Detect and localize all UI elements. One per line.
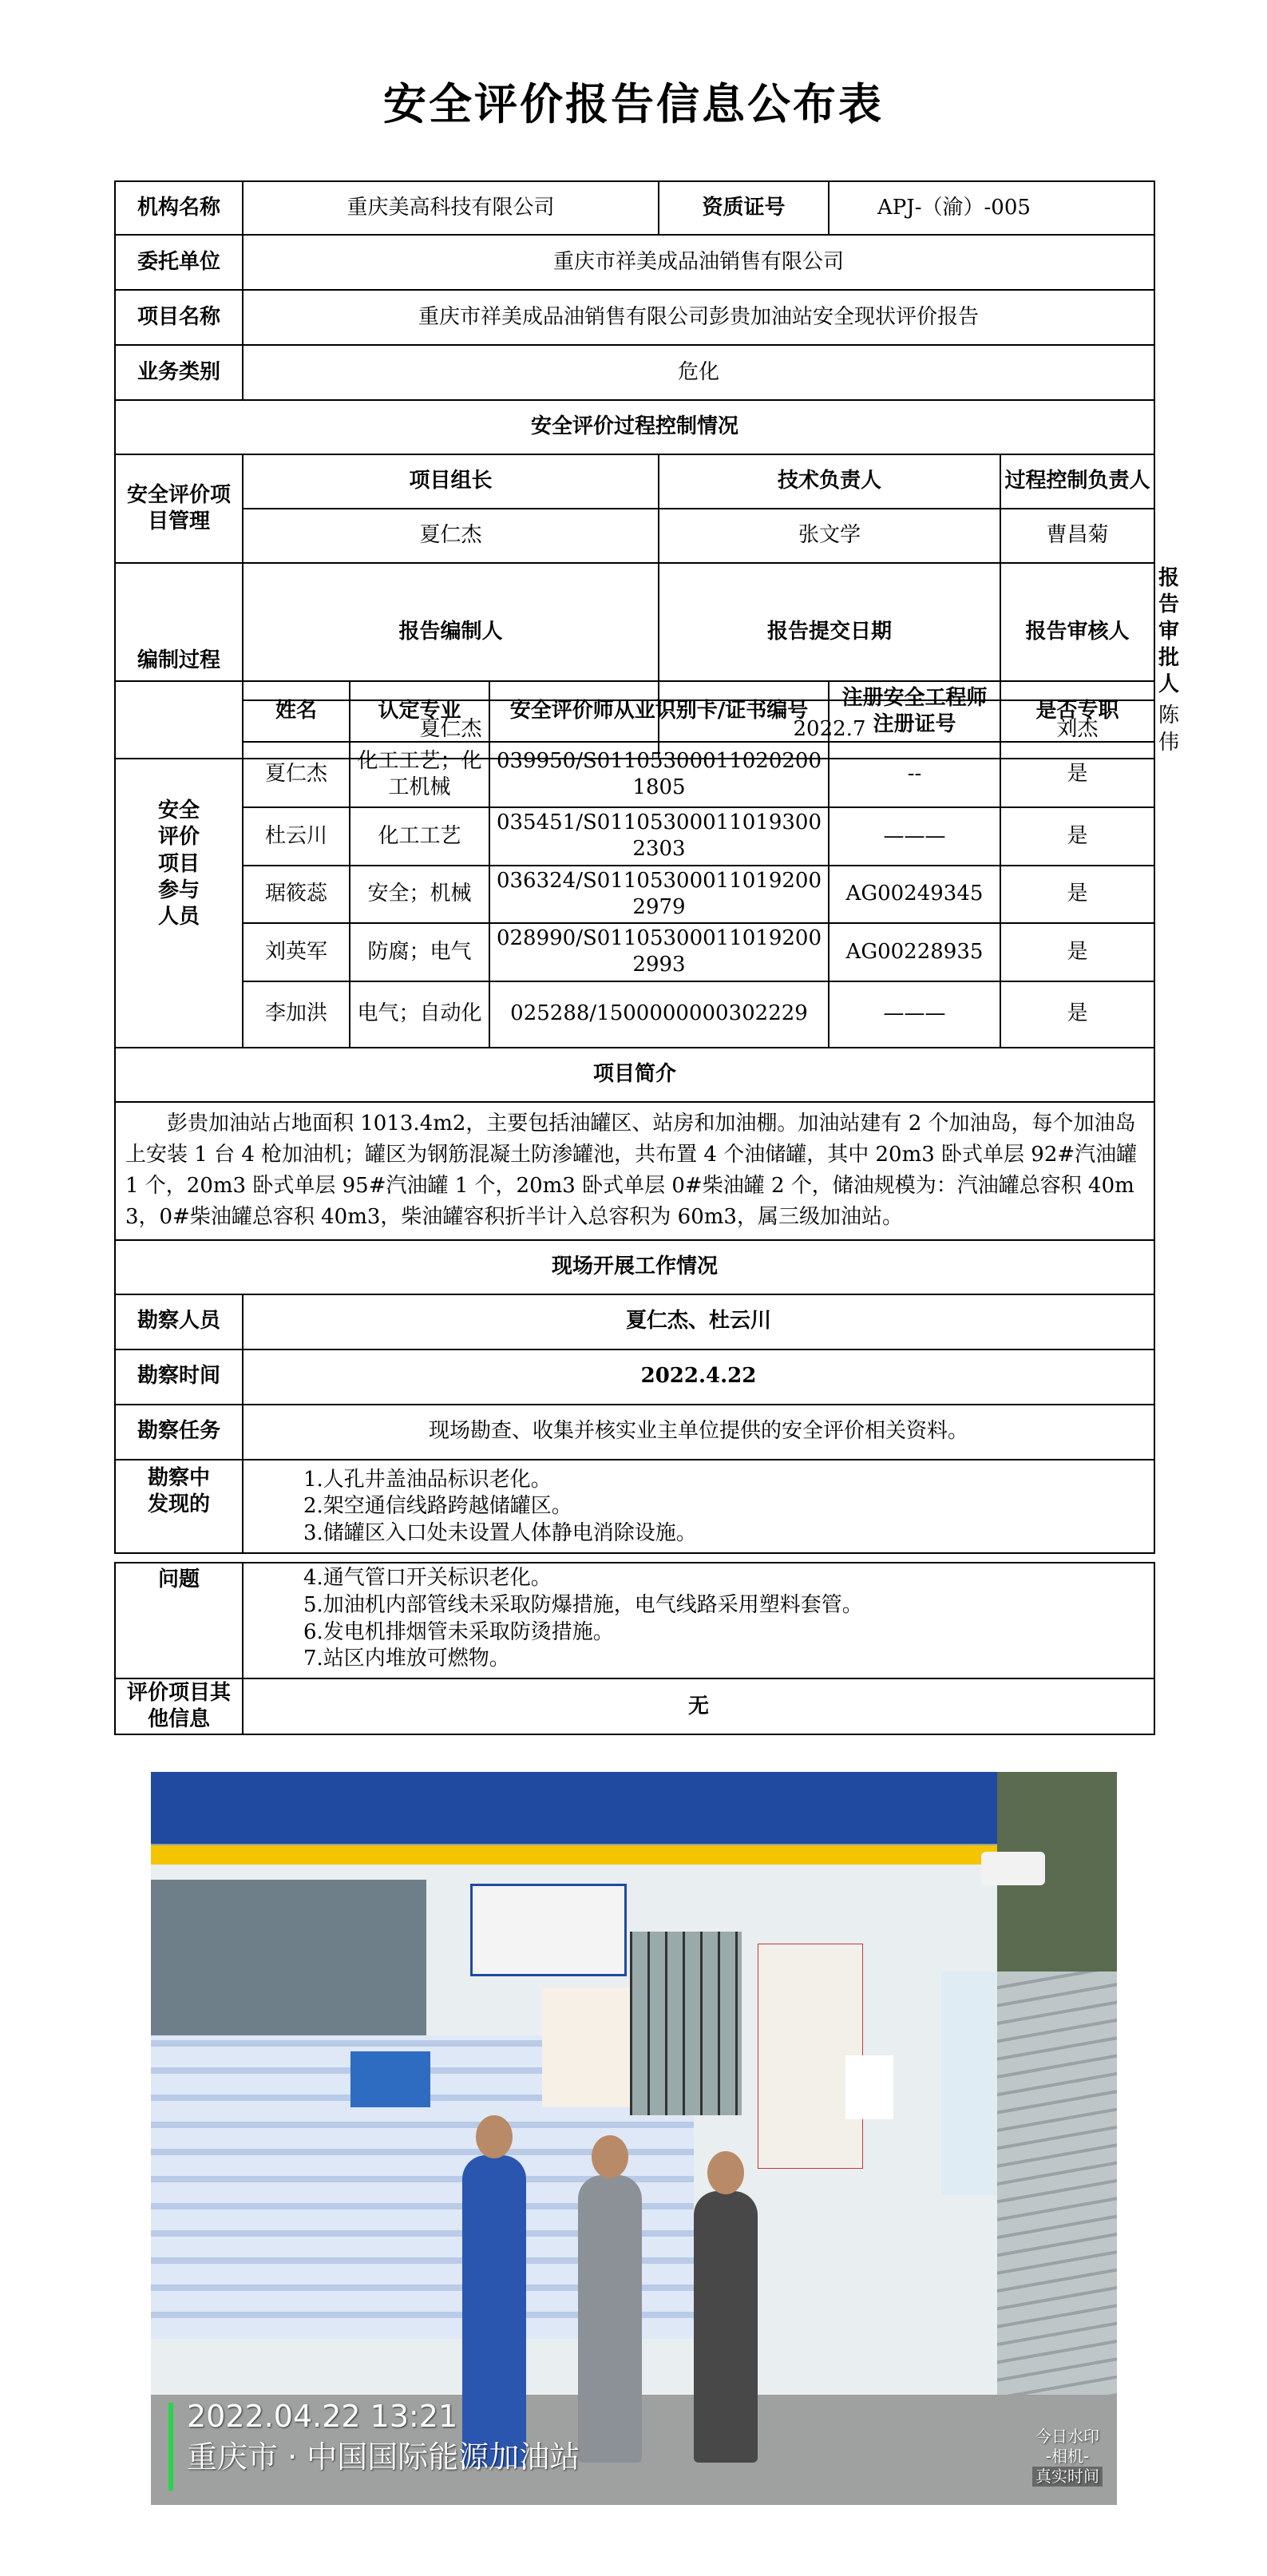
participants-label: 安全评价项目参与人员 [115,681,243,1048]
participant-card: 035451/S011053000110193002303 [489,807,829,866]
project-label: 项目名称 [115,290,243,345]
participants-header: 是否专职 [1000,681,1154,742]
participant-major: 化工工艺 [350,807,489,866]
photo-person-head [592,2135,628,2178]
info-table: 机构名称 重庆美高科技有限公司 资质证号 APJ-（渝）-005 委托单位 重庆市祥美成品油销售有限公司 项目名称 重庆市祥美成品油销售有限公司彭贵加油站安全现状评价报告 业务类别 危化 安全评价过程控制情况 安全评价项目管理 项目组长 技术负责人 过程控制负责人 夏仁杰 张文学 曹昌菊 编制过程 报告编制人 报告提交日期 报告审核人 报告审批人 夏仁杰 2022.7 刘杰 陈伟 [114,180,1155,759]
survey-time: 2022.4.22 [243,1349,1154,1405]
participant-fulltime: 是 [1000,807,1154,866]
issue-item: 4.通气管口开关标识老化。 [303,1566,552,1590]
client-label: 委托单位 [115,235,243,290]
photo-person [578,2175,642,2463]
info-table-continued [114,1562,1155,1735]
photo-stairs [997,1972,1117,2419]
photo-canopy [151,1772,997,1844]
participant-reg: -- [829,742,1000,807]
photo-poster [845,2055,893,2119]
management-value: 曹昌菊 [1000,509,1154,563]
project-value: 重庆市祥美成品油销售有限公司彭贵加油站安全现状评价报告 [243,290,1154,345]
photo-watermark [1032,2427,1103,2487]
compile-header: 报告审核人 [1000,563,1154,700]
participants-header: 安全评价师从业识别卡/证书编号 [489,681,829,742]
client-value: 重庆市祥美成品油销售有限公司 [243,235,1154,290]
compile-label: 编制过程 [115,563,243,759]
survey-task-label: 勘察任务 [115,1405,243,1460]
management-header: 过程控制负责人 [1000,454,1154,509]
participant-reg: ——— [829,981,1000,1048]
participant-major: 防腐；电气 [350,923,489,981]
issue-item: 2.架空通信线路跨越储罐区。 [303,1494,572,1519]
table-row [115,742,1154,807]
participant-card: 025288/1500000000302229 [489,981,829,1048]
issue-item: 7.站区内堆放可燃物。 [303,1647,510,1671]
org-name: 重庆美高科技有限公司 [243,181,659,235]
compile-value: 2022.7 [659,700,1000,759]
cert-number: APJ-（渝）-005 [829,181,1154,235]
table-row [115,807,1154,866]
site-photo [151,1772,1117,2505]
participant-card: 039950/S011053000110202001805 [489,742,829,807]
management-value: 张文学 [659,509,1000,563]
photo-poster [350,2051,430,2107]
participants-header: 认定专业 [350,681,489,742]
participant-major: 安全；机械 [350,866,489,924]
survey-staff-label: 勘察人员 [115,1294,243,1349]
timestamp-bar [168,2403,173,2491]
intro-text: 彭贵加油站占地面积 1013.4m2，主要包括油罐区、站房和加油棚。加油站建有 2 个加油岛，每个加油岛上安装 1 台 4 枪加油机；罐区为钢筋混凝土防渗罐池，共布置 4 个油储罐，其中 20m3 卧式单层 92#汽油罐 1 个，20m3 卧式单层 95#汽油罐 1 个，20m3 卧式单层 0#柴油罐 2 个，储油规模为：汽油罐总容积 40m3，0#柴油罐总容积 40m3，柴油罐容积折半计入总容积为 60m3，属三级加油站。 [115,1102,1154,1240]
intro-heading: 项目简介 [115,1048,1154,1102]
participant-fulltime: 是 [1000,742,1154,807]
photo-timestamp [187,2396,580,2479]
org-name-label: 机构名称 [115,181,243,235]
participant-major: 化工工艺；化工机械 [350,742,489,807]
watermark-line: 真实时间 [1032,2467,1103,2487]
photo-barred-window [630,1932,742,2115]
participant-fulltime: 是 [1000,866,1154,924]
photo-person-head [476,2115,513,2158]
management-label: 安全评价项目管理 [115,454,243,563]
photo-notice-board [470,1884,627,1976]
participant-card: 028990/S011053000110192002993 [489,923,829,981]
participants-table [114,680,1155,1554]
photo-security-camera [981,1852,1045,1885]
table-row [115,923,1154,981]
participant-major: 电气；自动化 [350,981,489,1048]
photo-person-head [707,2151,744,2194]
participant-name: 刘英军 [243,923,350,981]
issues-list-continued [243,1563,1154,1678]
site-heading: 现场开展工作情况 [115,1240,1154,1294]
management-header: 项目组长 [243,454,659,509]
other-info-value: 无 [243,1678,1154,1734]
photo-location: 重庆市 · 中国国际能源加油站 [187,2439,580,2475]
issues-label-continued: 问题 [115,1563,243,1678]
participant-name: 夏仁杰 [243,742,350,807]
compile-header: 报告提交日期 [659,563,1000,700]
issue-item: 1.人孔井盖油品标识老化。 [303,1467,552,1492]
survey-time-label: 勘察时间 [115,1349,243,1405]
compile-value: 夏仁杰 [243,700,659,759]
issue-item: 6.发电机排烟管未采取防烫措施。 [303,1619,614,1644]
business-value: 危化 [243,345,1154,400]
table-row [115,981,1154,1048]
survey-staff: 夏仁杰、杜云川 [243,1294,1154,1349]
compile-header: 报告编制人 [243,563,659,700]
participant-name: 杜云川 [243,807,350,866]
participant-name: 琚筱蕊 [243,866,350,924]
participant-card: 036324/S011053000110192002979 [489,866,829,924]
process-section-heading: 安全评价过程控制情况 [115,400,1154,454]
other-info-label: 评价项目其他信息 [115,1678,243,1734]
photo-person [694,2191,758,2463]
management-header: 技术负责人 [659,454,1000,509]
issues-list [243,1460,1154,1553]
table-row [115,866,1154,924]
participant-reg: ——— [829,807,1000,866]
cert-label: 资质证号 [659,181,829,235]
issue-item: 3.储罐区入口处未设置人体静电消除设施。 [303,1521,697,1546]
participant-fulltime: 是 [1000,923,1154,981]
participant-name: 李加洪 [243,981,350,1048]
watermark-line: -相机- [1045,2447,1090,2466]
page-title: 安全评价报告信息公布表 [383,79,884,129]
photo-datetime: 2022.04.22 13:21 [187,2399,458,2434]
survey-task: 现场勘查、收集并核实业主单位提供的安全评价相关资料。 [243,1405,1154,1460]
compile-value: 刘杰 [1000,700,1154,759]
issue-item: 5.加油机内部管线未采取防爆措施，电气线路采用塑料套管。 [303,1592,863,1617]
participant-reg: AG00249345 [829,866,1000,924]
photo-canopy-stripe [151,1845,997,1865]
participant-fulltime: 是 [1000,981,1154,1048]
watermark-line: 今日水印 [1035,2427,1099,2446]
issues-label: 勘察中发现的 [115,1460,243,1553]
participant-reg: AG00228935 [829,923,1000,981]
photo-poster [542,1987,638,2107]
business-label: 业务类别 [115,345,243,400]
participants-header: 注册安全工程师注册证号 [829,681,1000,742]
participants-header: 姓名 [243,681,350,742]
management-value: 夏仁杰 [243,509,659,563]
